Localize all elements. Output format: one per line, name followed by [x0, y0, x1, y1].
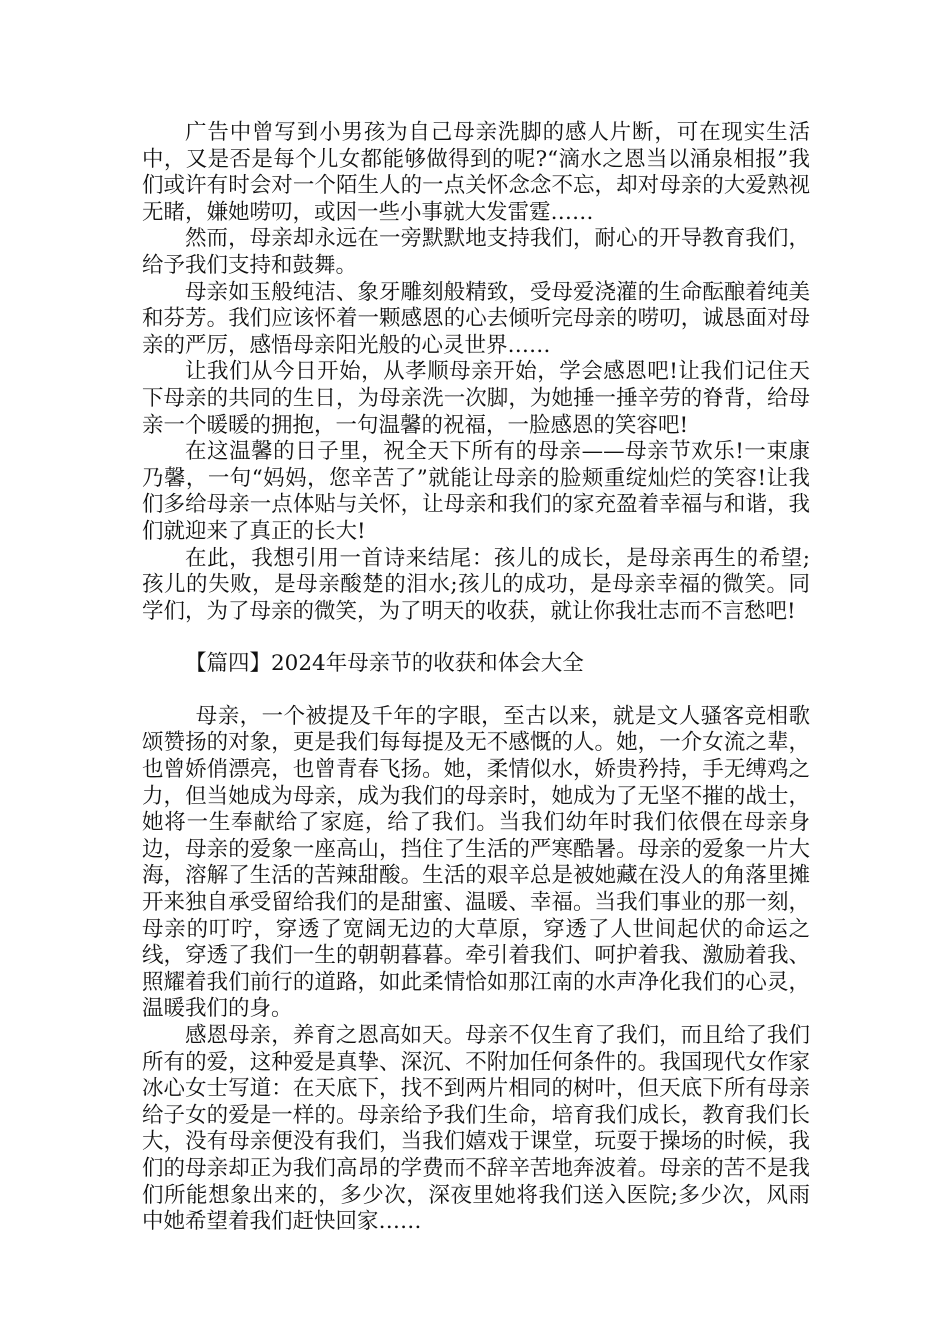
section-heading: 【篇四】2024年母亲节的收获和体会大全: [185, 651, 584, 677]
document-page: [142, 120, 810, 1236]
paragraph-ad-story: 广告中曾写到小男孩为自己母亲洗脚的感人片断，可在现实生活中，又是否是每个儿女都能够做得到的呢?“滴水之恩当以涌泉相报”我们或许有时会对一个陌生人的一点关怀念念不忘，却对母亲的大爱熟视无睹，嫌她唠叨，或因一些小事就大发雷霆……: [142, 120, 810, 225]
paragraph-gratitude-mother: 感恩母亲，养育之恩高如天。母亲不仅生育了我们，而且给了我们所有的爱，这种爱是真挚、深沉、不附加任何条件的。我国现代女作家冰心女士写道：在天底下，找不到两片相同的树叶，但天底下所有母亲给子女的爱是一样的。母亲给予我们生命，培育我们成长，教育我们长大，没有母亲便没有我们，当我们嬉戏于课堂，玩耍于操场的时候，我们的母亲却正为我们高昂的学费而不辞辛苦地奔波着。母亲的苦不是我们所能想象出来的，多少次，深夜里她将我们送入医院;多少次，风雨中她希望着我们赶快回家……: [142, 1023, 810, 1235]
paragraph-mother-support: 然而，母亲却永远在一旁默默地支持我们，耐心的开导教育我们，给予我们支持和鼓舞。: [142, 226, 810, 278]
paragraph-mothers-day-wish: 在这温馨的日子里，祝全天下所有的母亲——母亲节欢乐!一束康乃馨，一句“妈妈，您辛苦了”就能让母亲的脸颊重绽灿烂的笑容!让我们多给母亲一点体贴与关怀，让母亲和我们的家充盈着幸福与和谐，我们就迎来了真正的长大!: [142, 439, 810, 544]
paragraph-mother-purity: 母亲如玉般纯洁、象牙雕刻般精致，受母爱浇灌的生命酝酿着纯美和芬芳。我们应该怀着一颗感恩的心去倾听完母亲的唠叨，诚恳面对母亲的严厉，感悟母亲阳光般的心灵世界……: [142, 279, 810, 358]
paragraph-mother-praise: 母亲，一个被提及千年的字眼，至古以来，就是文人骚客竞相歌颂赞扬的对象，更是我们每每提及无不感慨的人。她，一介女流之辈，也曾娇俏漂亮，也曾青春飞扬。她，柔情似水，娇贵矜持，手无缚鸡之力，但当她成为母亲，成为我们的母亲时，她成为了无坚不摧的战士，她将一生奉献给了家庭，给了我们。当我们幼年时我们依偎在母亲身边，母亲的爱象一座高山，挡住了生活的严寒酷暑。母亲的爱象一片大海，溶解了生活的苦辣甜酸。生活的艰辛总是被她藏在没人的角落里摊开来独自承受留给我们的是甜蜜、温暖、幸福。当我们事业的那一刻，母亲的叮咛，穿透了宽阔无边的大草原，穿透了人世间起伏的命运之线，穿透了我们一生的朝朝暮暮。牵引着我们、呵护着我、激励着我、照耀着我们前行的道路，如此柔情恰如那江南的水声净化我们的心灵，温暖我们的身。: [142, 703, 810, 1022]
paragraph-closing-poem: 在此，我想引用一首诗来结尾：孩儿的成长，是母亲再生的希望;孩儿的失败，是母亲酸楚的泪水;孩儿的成功，是母亲幸福的微笑。同学们，为了母亲的微笑，为了明天的收获，就让你我壮志而不言愁吧!: [142, 545, 810, 624]
section-spacer: [142, 678, 810, 704]
paragraph-learn-gratitude: 让我们从今日开始，从孝顺母亲开始，学会感恩吧!让我们记住天下母亲的共同的生日，为母亲洗一次脚，为她捶一捶辛劳的脊背，给母亲一个暖暖的拥抱，一句温馨的祝福，一脸感恩的笑容吧!: [142, 359, 810, 438]
